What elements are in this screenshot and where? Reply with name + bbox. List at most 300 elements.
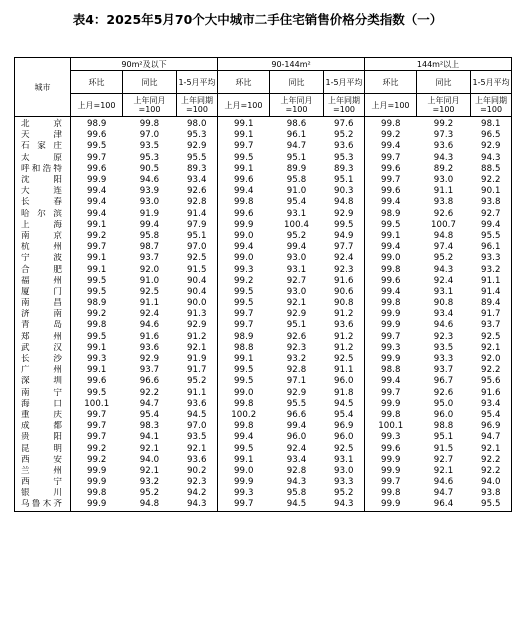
index-value: 97.0 — [177, 421, 218, 432]
index-value: 99.2 — [86, 230, 107, 241]
index-value: 93.7 — [139, 365, 160, 376]
city-name: 青岛 — [15, 320, 71, 331]
index-value: 99.4 — [86, 208, 107, 219]
col-base-large-1: 上年同月=100 — [417, 94, 471, 117]
table-row — [15, 332, 512, 343]
col-label-large-1: 同比 — [417, 71, 471, 94]
index-value: 99.8 — [233, 197, 254, 208]
index-value: 94.3 — [433, 264, 454, 275]
index-value: 92.3 — [286, 342, 307, 353]
index-value: 92.1 — [286, 298, 307, 309]
index-value: 94.0 — [471, 477, 512, 488]
city-name: 北京 — [15, 117, 71, 131]
index-value: 94.6 — [433, 320, 454, 331]
table-row — [15, 410, 512, 421]
index-value: 92.6 — [177, 186, 218, 197]
index-value: 97.4 — [433, 242, 454, 253]
table-body — [15, 117, 512, 512]
index-value: 99.9 — [381, 454, 401, 465]
index-value: 94.6 — [433, 477, 454, 488]
index-value: 93.0 — [286, 253, 307, 264]
index-value: 96.4 — [417, 499, 471, 511]
index-value: 95.4 — [324, 410, 365, 421]
city-name: 石家庄 — [15, 141, 71, 152]
col-label-small-2: 1-5月平均 — [177, 71, 218, 94]
index-value: 99.6 — [86, 130, 107, 141]
index-value: 95.1 — [177, 231, 218, 242]
index-value: 99.8 — [381, 119, 401, 130]
index-value: 91.6 — [324, 276, 365, 287]
index-value: 98.8 — [233, 342, 254, 353]
table-row — [15, 399, 512, 410]
index-value: 92.3 — [324, 264, 365, 275]
index-value: 92.3 — [177, 477, 218, 488]
index-value: 96.0 — [324, 432, 365, 443]
index-value: 95.5 — [471, 499, 512, 511]
index-value: 99.9 — [86, 477, 107, 488]
index-value: 92.9 — [139, 354, 160, 365]
index-value: 93.4 — [286, 454, 307, 465]
index-value: 93.3 — [471, 253, 512, 264]
index-value: 99.3 — [86, 354, 107, 365]
index-value: 89.2 — [433, 163, 454, 174]
index-value: 92.9 — [286, 387, 307, 398]
index-value: 93.2 — [139, 477, 160, 488]
table-row — [15, 130, 512, 141]
index-value: 92.1 — [177, 343, 218, 354]
index-value: 91.1 — [324, 365, 365, 376]
index-value: 94.2 — [177, 488, 218, 499]
table-row — [15, 231, 512, 242]
city-name: 郑州 — [15, 332, 71, 343]
index-value: 95.2 — [177, 376, 218, 387]
index-value: 95.0 — [433, 398, 454, 409]
city-column-header: 城市 — [15, 58, 71, 117]
index-value: 94.5 — [270, 499, 324, 511]
city-name: 重庆 — [15, 410, 71, 421]
index-value: 95.1 — [324, 175, 365, 186]
table-row — [15, 186, 512, 197]
index-value: 95.2 — [286, 230, 307, 241]
index-value: 99.9 — [86, 465, 107, 476]
index-value: 92.5 — [324, 443, 365, 454]
index-value: 94.7 — [433, 488, 454, 499]
index-value: 99.4 — [381, 242, 401, 253]
index-value: 94.8 — [433, 230, 454, 241]
city-name: 大连 — [15, 186, 71, 197]
index-value: 90.1 — [471, 186, 512, 197]
index-value: 94.3 — [471, 153, 512, 164]
table-row — [15, 298, 512, 309]
index-value: 94.3 — [433, 152, 454, 163]
col-label-medium-0: 环比 — [218, 71, 270, 94]
table-row — [15, 164, 512, 175]
index-value: 99.9 — [233, 219, 254, 230]
index-value: 99.3 — [381, 432, 401, 443]
city-name: 天津 — [15, 130, 71, 141]
table-row — [15, 488, 512, 499]
index-value: 99.1 — [86, 342, 107, 353]
index-value: 98.7 — [139, 242, 160, 253]
index-value: 93.4 — [177, 175, 218, 186]
index-value: 99.8 — [381, 409, 401, 420]
index-value: 99.4 — [381, 197, 401, 208]
index-value: 94.3 — [286, 477, 307, 488]
index-value: 94.0 — [139, 454, 160, 465]
index-value: 93.8 — [471, 488, 512, 499]
index-value: 99.5 — [233, 443, 254, 454]
city-name: 南昌 — [15, 298, 71, 309]
index-value: 94.5 — [324, 399, 365, 410]
city-name: 杭州 — [15, 242, 71, 253]
index-value: 95.8 — [286, 488, 307, 499]
index-value: 91.1 — [177, 388, 218, 399]
index-value: 99.4 — [233, 186, 254, 197]
index-value: 91.5 — [177, 264, 218, 275]
index-value: 95.6 — [471, 376, 512, 387]
col-base-small-2: 上年同期=100 — [177, 94, 218, 117]
index-value: 95.4 — [286, 197, 307, 208]
index-value: 99.7 — [218, 499, 270, 511]
index-value: 92.1 — [139, 465, 160, 476]
col-base-large-0: 上月=100 — [365, 94, 417, 117]
index-value: 96.9 — [324, 421, 365, 432]
city-name: 厦门 — [15, 287, 71, 298]
index-value: 99.1 — [233, 354, 254, 365]
index-value: 99.9 — [233, 477, 254, 488]
index-value: 99.9 — [365, 499, 417, 511]
index-value: 99.6 — [381, 186, 401, 197]
city-name: 成都 — [15, 421, 71, 432]
city-name: 乌鲁木齐 — [15, 499, 71, 511]
col-label-medium-2: 1-5月平均 — [324, 71, 365, 94]
index-value: 99.1 — [86, 365, 107, 376]
index-value: 92.4 — [139, 309, 160, 320]
index-value: 91.6 — [471, 388, 512, 399]
index-value: 92.1 — [177, 443, 218, 454]
table-row — [15, 477, 512, 488]
index-value: 99.0 — [233, 253, 254, 264]
index-value: 100.2 — [231, 409, 257, 420]
index-value: 95.2 — [324, 130, 365, 141]
index-value: 93.5 — [139, 141, 160, 152]
index-value: 92.6 — [433, 387, 454, 398]
index-value: 99.5 — [86, 141, 107, 152]
index-value: 95.3 — [324, 153, 365, 164]
col-base-medium-1: 上年同月=100 — [270, 94, 324, 117]
index-value: 93.9 — [139, 186, 160, 197]
table-row — [15, 354, 512, 365]
index-value: 92.4 — [433, 275, 454, 286]
index-value: 99.2 — [381, 130, 401, 141]
index-value: 91.1 — [139, 298, 160, 309]
index-value: 94.7 — [286, 141, 307, 152]
index-value: 99.6 — [86, 376, 107, 387]
index-value: 99.0 — [233, 465, 254, 476]
city-name: 广州 — [15, 365, 71, 376]
index-value: 94.6 — [139, 320, 160, 331]
index-value: 99.4 — [381, 286, 401, 297]
index-value: 93.1 — [286, 208, 307, 219]
price-index-table — [14, 57, 512, 512]
index-value: 95.1 — [286, 320, 307, 331]
index-value: 89.4 — [471, 298, 512, 309]
index-value: 92.4 — [286, 443, 307, 454]
table-row — [15, 117, 512, 131]
index-value: 95.3 — [139, 152, 160, 163]
index-value: 93.6 — [433, 141, 454, 152]
index-value: 98.8 — [433, 421, 454, 432]
col-base-small-0: 上月=100 — [71, 94, 123, 117]
index-value: 98.1 — [471, 117, 512, 131]
index-value: 92.2 — [471, 365, 512, 376]
index-value: 99.9 — [71, 499, 123, 511]
index-value: 95.5 — [286, 398, 307, 409]
index-value: 97.1 — [286, 376, 307, 387]
index-value: 93.4 — [433, 309, 454, 320]
index-value: 99.4 — [139, 219, 160, 230]
index-value: 99.8 — [139, 119, 160, 130]
col-label-small-1: 同比 — [123, 71, 177, 94]
index-value: 94.3 — [324, 499, 365, 511]
table-row — [15, 264, 512, 275]
index-value: 99.3 — [233, 264, 254, 275]
index-value: 92.9 — [286, 309, 307, 320]
index-value: 96.6 — [286, 409, 307, 420]
index-value: 99.6 — [233, 208, 254, 219]
index-value: 99.2 — [433, 119, 454, 130]
index-value: 96.7 — [433, 376, 454, 387]
table-row — [15, 253, 512, 264]
index-value: 90.3 — [324, 186, 365, 197]
index-value: 96.1 — [471, 242, 512, 253]
index-value: 100.1 — [84, 398, 110, 409]
index-value: 99.8 — [233, 421, 254, 432]
index-value: 94.1 — [139, 432, 160, 443]
index-value: 94.8 — [324, 197, 365, 208]
table-row — [15, 197, 512, 208]
index-value: 99.8 — [381, 298, 401, 309]
index-value: 99.8 — [233, 398, 254, 409]
col-label-small-0: 环比 — [71, 71, 123, 94]
index-value: 91.2 — [324, 343, 365, 354]
index-value: 92.1 — [433, 465, 454, 476]
index-value: 94.3 — [177, 499, 218, 511]
index-value: 92.1 — [139, 443, 160, 454]
index-value: 93.0 — [286, 286, 307, 297]
index-value: 95.1 — [286, 152, 307, 163]
index-value: 99.1 — [233, 454, 254, 465]
index-value: 95.5 — [177, 153, 218, 164]
index-value: 91.7 — [471, 309, 512, 320]
index-value: 90.5 — [139, 163, 160, 174]
index-value: 93.7 — [433, 365, 454, 376]
index-value: 98.3 — [139, 421, 160, 432]
index-value: 92.5 — [324, 354, 365, 365]
city-name: 武汉 — [15, 343, 71, 354]
index-value: 91.5 — [433, 443, 454, 454]
index-value: 96.0 — [324, 376, 365, 387]
index-value: 92.7 — [471, 209, 512, 220]
city-name: 昆明 — [15, 443, 71, 454]
index-value: 99.9 — [381, 465, 401, 476]
index-value: 99.8 — [86, 320, 107, 331]
index-value: 99.8 — [381, 488, 401, 499]
index-value: 98.9 — [381, 208, 401, 219]
index-value: 93.6 — [177, 399, 218, 410]
index-value: 94.7 — [471, 432, 512, 443]
col-label-large-2: 1-5月平均 — [471, 71, 512, 94]
index-value: 99.5 — [86, 275, 107, 286]
index-value: 99.1 — [86, 219, 107, 230]
index-value: 91.2 — [324, 332, 365, 343]
index-value: 99.2 — [86, 309, 107, 320]
index-value: 93.0 — [324, 466, 365, 477]
index-value: 100.7 — [430, 219, 457, 230]
col-base-medium-0: 上月=100 — [218, 94, 270, 117]
index-value: 99.0 — [381, 253, 401, 264]
index-value: 92.2 — [471, 466, 512, 477]
col-label-large-0: 环比 — [365, 71, 417, 94]
index-value: 93.1 — [433, 286, 454, 297]
city-name: 南京 — [15, 231, 71, 242]
index-value: 99.6 — [381, 443, 401, 454]
table-row — [15, 153, 512, 164]
index-value: 93.8 — [433, 197, 454, 208]
city-name: 济南 — [15, 309, 71, 320]
index-value: 92.1 — [471, 343, 512, 354]
index-value: 88.5 — [471, 164, 512, 175]
index-value: 99.6 — [86, 163, 107, 174]
index-value: 94.9 — [324, 231, 365, 242]
group-header-medium: 90-144m² — [218, 58, 365, 71]
index-value: 99.7 — [381, 331, 401, 342]
table-row — [15, 276, 512, 287]
index-value: 95.2 — [433, 253, 454, 264]
table-row — [15, 466, 512, 477]
index-value: 96.6 — [139, 376, 160, 387]
table-row — [15, 455, 512, 466]
index-value: 95.3 — [177, 130, 218, 141]
index-value: 93.6 — [139, 342, 160, 353]
index-value: 99.5 — [86, 387, 107, 398]
city-name: 宁波 — [15, 253, 71, 264]
index-value: 99.5 — [86, 331, 107, 342]
index-value: 91.1 — [433, 186, 454, 197]
city-name: 西宁 — [15, 477, 71, 488]
table-row — [15, 499, 512, 511]
index-value: 99.4 — [381, 376, 401, 387]
city-name: 呼和浩特 — [15, 164, 71, 175]
table-row — [15, 432, 512, 443]
table-row — [15, 343, 512, 354]
index-value: 96.0 — [286, 432, 307, 443]
index-value: 93.7 — [139, 253, 160, 264]
index-value: 91.0 — [139, 275, 160, 286]
index-value: 93.8 — [471, 197, 512, 208]
index-value: 99.4 — [286, 242, 307, 253]
city-name: 银川 — [15, 488, 71, 499]
index-value: 98.6 — [286, 119, 307, 130]
index-value: 90.0 — [177, 298, 218, 309]
index-value: 91.4 — [177, 209, 218, 220]
index-value: 95.4 — [139, 409, 160, 420]
index-value: 99.9 — [381, 398, 401, 409]
index-value: 92.5 — [139, 286, 160, 297]
city-name: 南宁 — [15, 388, 71, 399]
index-value: 90.4 — [177, 276, 218, 287]
index-value: 89.9 — [286, 163, 307, 174]
index-value: 99.1 — [86, 253, 107, 264]
index-value: 99.7 — [381, 175, 401, 186]
index-value: 91.2 — [324, 309, 365, 320]
index-value: 92.9 — [177, 141, 218, 152]
city-name: 沈阳 — [15, 175, 71, 186]
index-value: 96.9 — [471, 421, 512, 432]
index-value: 99.4 — [471, 220, 512, 231]
table-header — [15, 58, 512, 117]
table-row — [15, 175, 512, 186]
index-value: 89.3 — [177, 164, 218, 175]
index-value: 97.3 — [433, 130, 454, 141]
index-value: 91.8 — [324, 388, 365, 399]
index-value: 92.9 — [471, 141, 512, 152]
index-value: 91.2 — [177, 332, 218, 343]
index-value: 97.9 — [177, 220, 218, 231]
index-value: 97.0 — [177, 242, 218, 253]
index-value: 91.6 — [139, 331, 160, 342]
index-value: 93.2 — [286, 354, 307, 365]
index-value: 93.6 — [324, 320, 365, 331]
index-value: 92.2 — [471, 175, 512, 186]
table-row — [15, 443, 512, 454]
index-value: 93.4 — [471, 399, 512, 410]
index-value: 99.9 — [381, 320, 401, 331]
index-value: 99.6 — [233, 175, 254, 186]
index-value: 93.3 — [324, 477, 365, 488]
index-value: 92.9 — [177, 320, 218, 331]
table-title: 表4：2025年5月70个大中城市二手住宅销售价格分类指数（一） — [72, 12, 443, 27]
index-value: 99.9 — [381, 354, 401, 365]
index-value: 99.0 — [233, 387, 254, 398]
index-value: 92.1 — [471, 443, 512, 454]
col-base-medium-2: 上年同期=100 — [324, 94, 365, 117]
city-name: 哈尔滨 — [15, 209, 71, 220]
index-value: 99.4 — [86, 197, 107, 208]
index-value: 93.2 — [471, 264, 512, 275]
table-row — [15, 388, 512, 399]
index-value: 90.6 — [324, 287, 365, 298]
index-value: 97.0 — [139, 130, 160, 141]
index-value: 99.4 — [233, 432, 254, 443]
index-value: 97.6 — [324, 117, 365, 131]
table-row — [15, 287, 512, 298]
index-value: 92.6 — [433, 208, 454, 219]
index-value: 95.8 — [139, 230, 160, 241]
index-value: 92.8 — [286, 465, 307, 476]
index-value: 94.6 — [139, 175, 160, 186]
city-name: 兰州 — [15, 466, 71, 477]
index-value: 99.7 — [233, 141, 254, 152]
table-row — [15, 209, 512, 220]
group-header-small: 90m²及以下 — [71, 58, 218, 71]
index-value: 92.6 — [286, 331, 307, 342]
index-value: 93.5 — [433, 342, 454, 353]
index-value: 98.9 — [86, 119, 107, 130]
index-value: 92.8 — [177, 197, 218, 208]
index-value: 99.4 — [286, 421, 307, 432]
index-value: 99.4 — [86, 186, 107, 197]
